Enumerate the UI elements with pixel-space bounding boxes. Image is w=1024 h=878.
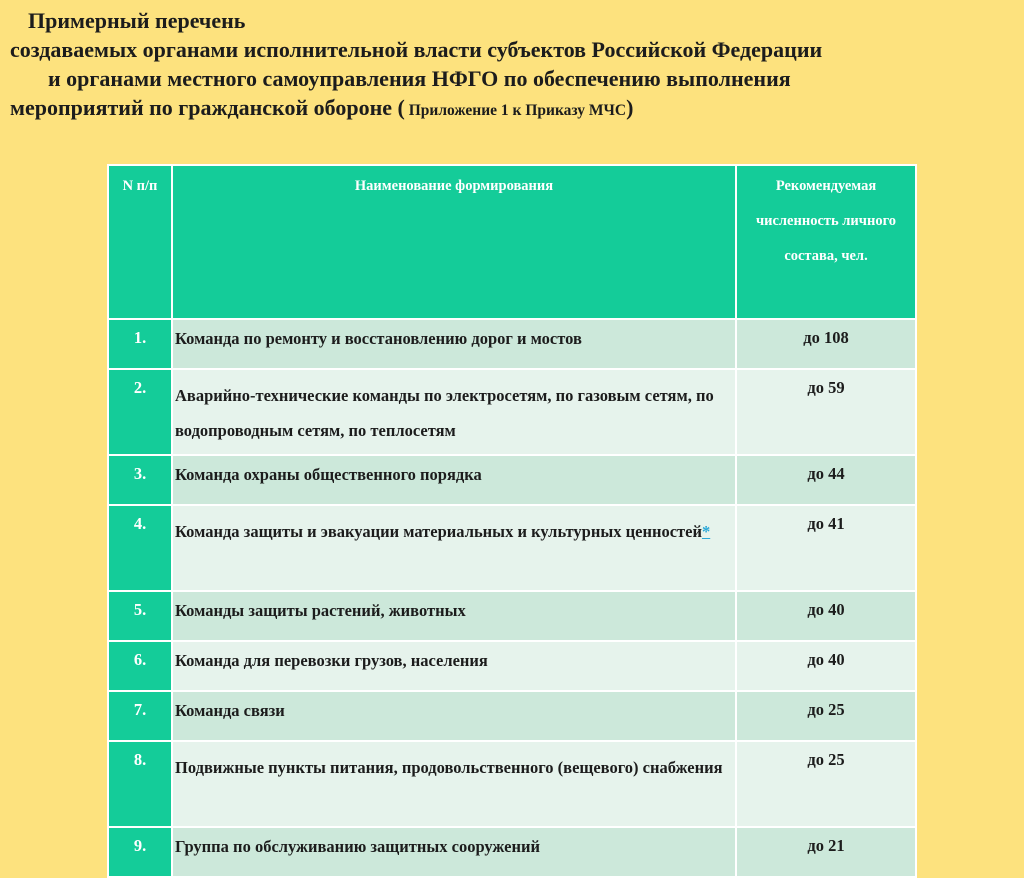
row-count: до 44 [736, 455, 916, 505]
row-num: 4. [108, 505, 172, 591]
row-count: до 40 [736, 641, 916, 691]
row-num: 7. [108, 691, 172, 741]
row-name: Команда по ремонту и восстановлению дорог и мостов [172, 319, 736, 369]
title-close-paren: ) [626, 95, 634, 120]
table-row [108, 455, 916, 505]
title-line-4 [10, 93, 1010, 125]
row-name: Команда связи [172, 691, 736, 741]
row-count: до 41 [736, 505, 916, 591]
table-row [108, 641, 916, 691]
title-note: Приложение 1 к Приказу МЧС [404, 102, 627, 119]
table-row [108, 369, 916, 455]
row-count: до 25 [736, 691, 916, 741]
table-row [108, 319, 916, 369]
title-open-paren: ( [392, 95, 405, 120]
row-count: до 21 [736, 827, 916, 877]
table-row [108, 591, 916, 641]
row-name [172, 505, 736, 591]
table-row [108, 741, 916, 827]
row-num: 1. [108, 319, 172, 369]
row-count: до 108 [736, 319, 916, 369]
row-name: Команда охраны общественного порядка [172, 455, 736, 505]
table-row [108, 827, 916, 877]
row-count: до 40 [736, 591, 916, 641]
title-line-3: и органами местного самоуправления НФГО по обеспечению выполнения [48, 66, 791, 91]
formations-table [107, 164, 917, 878]
row-name-text: Подвижные пункты питания, продовольственного (вещевого) снабжения [175, 758, 723, 777]
title-line-4-main: мероприятий по гражданской обороне [10, 95, 393, 120]
row-num: 3. [108, 455, 172, 505]
row-name [172, 369, 736, 455]
row-name [172, 741, 736, 827]
title-line-1: Примерный перечень [28, 8, 246, 33]
page-title [10, 6, 1010, 125]
row-num: 9. [108, 827, 172, 877]
row-name: Группа по обслуживанию защитных сооружений [172, 827, 736, 877]
row-num: 5. [108, 591, 172, 641]
row-count: до 59 [736, 369, 916, 455]
row-name: Команды защиты растений, животных [172, 591, 736, 641]
row-num: 6. [108, 641, 172, 691]
title-line-2: создаваемых органами исполнительной власти субъектов Российской Федерации [10, 37, 823, 62]
row-num: 2. [108, 369, 172, 455]
header-name: Наименование формирования [172, 165, 736, 319]
row-name-text: Команда защиты и эвакуации материальных и культурных ценностей [175, 522, 702, 541]
row-count: до 25 [736, 741, 916, 827]
header-num: N п/п [108, 165, 172, 319]
table-row [108, 691, 916, 741]
footnote-link[interactable]: * [701, 522, 711, 541]
row-num: 8. [108, 741, 172, 827]
table-row [108, 505, 916, 591]
row-name: Команда для перевозки грузов, населения [172, 641, 736, 691]
row-name-text: Аварийно-технические команды по электросетям, по газовым сетям, по водопроводным сетям, по теплосетям [175, 386, 714, 440]
table-header-row [108, 165, 916, 319]
header-count: Рекомендуемая численность личного состава, чел. [736, 165, 916, 319]
